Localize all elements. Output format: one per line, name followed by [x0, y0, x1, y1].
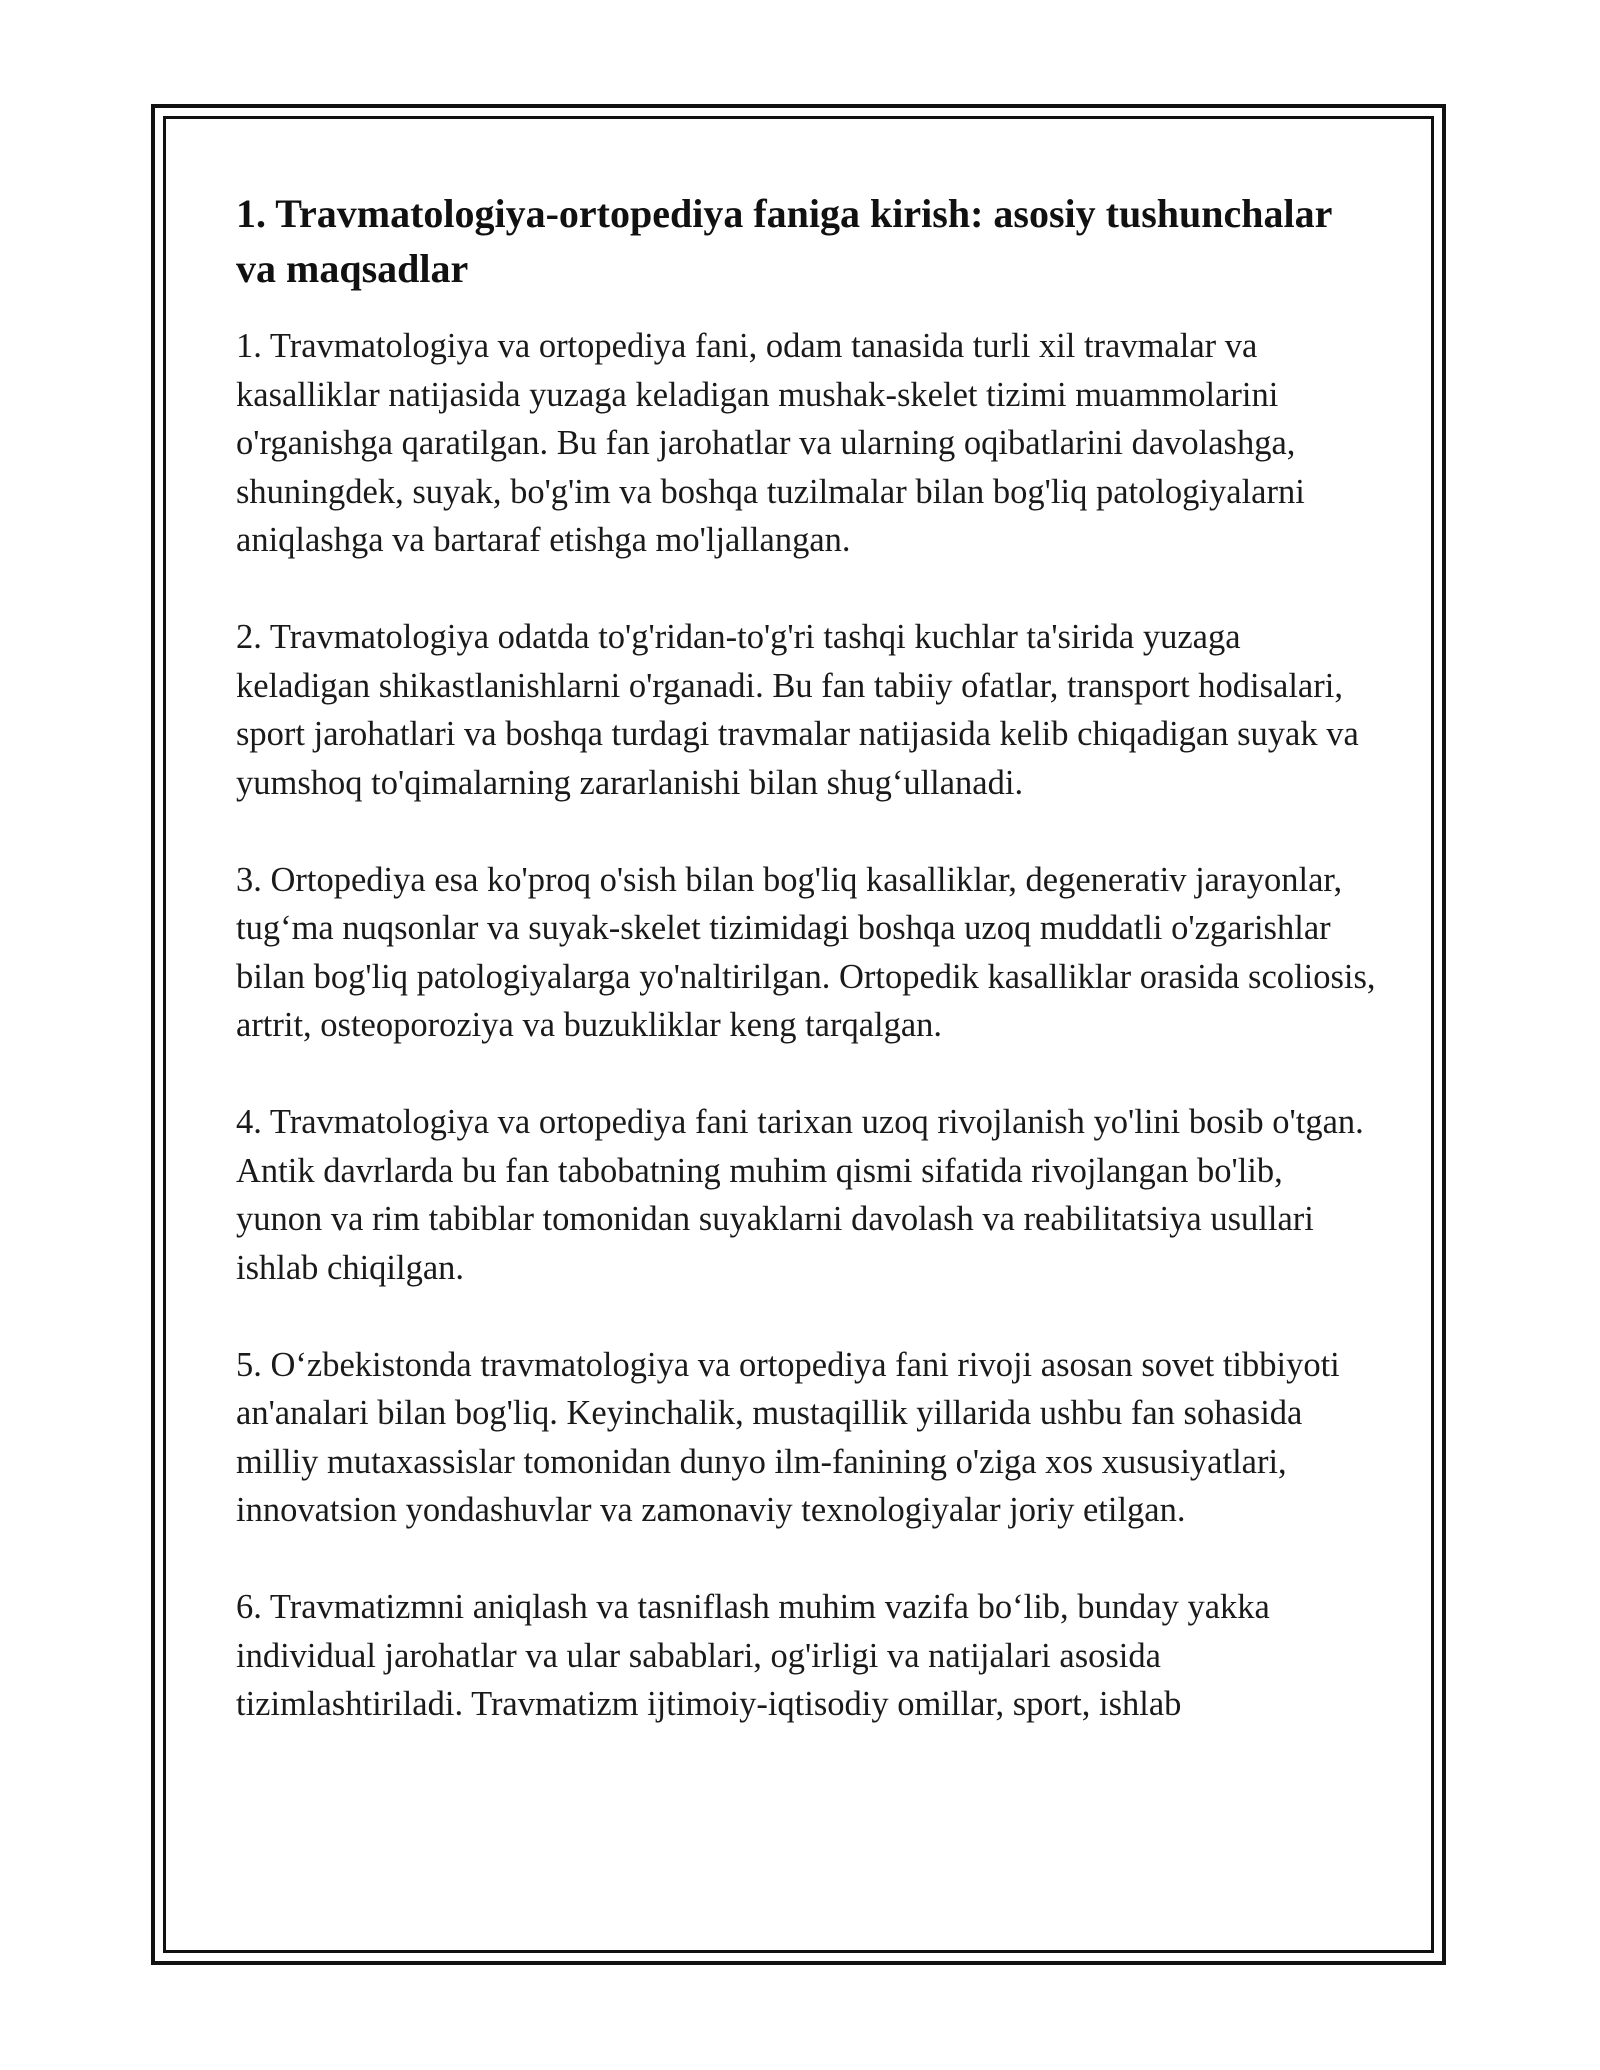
paragraph-4: 4. Travmatologiya va ortopediya fani tarixan uzoq rivojlanish yo'lini bosib o'tgan. Antik davrlarda bu fan tabobatning muhim qismi sifatida rivojlangan bo'lib, yunon va rim tabiblar tomonidan suyaklarni davolash va reabilitatsiya usullari ishlab chiqilgan.: [236, 1103, 1364, 1287]
paragraph-3: 3. Ortopediya esa ko'proq o'sish bilan bog'liq kasalliklar, degenerativ jarayonlar, tug‘ma nuqsonlar va suyak-skelet tizimidagi boshqa uzoq muddatli o'zgarishlar bilan bog'liq patologiyalarga yo'naltirilgan. Ortopedik kasalliklar orasida scoliosis, artrit, osteoporoziya va buzukliklar keng tarqalgan.: [236, 860, 1376, 1044]
paragraph-1: 1. Travmatologiya va ortopediya fani, odam tanasida turli xil travmalar va kasalliklar natijasida yuzaga keladigan mushak-skelet tizimi muammolarini o'rganishga qaratilgan. Bu fan jarohatlar va ularning oqibatlarini davolashga, shuningdek, suyak, bo'g'im va boshqa tuzilmalar bilan bog'liq patologiyalarni aniqlashga va bartaraf etishga mo'ljallangan.: [236, 327, 1305, 559]
paragraph-2: 2. Travmatologiya odatda to'g'ridan-to'g'ri tashqi kuchlar ta'sirida yuzaga keladigan shikastlanishlarni o'rganadi. Bu fan tabiiy ofatlar, transport hodisalari, sport jarohatlari va boshqa turdagi travmalar natijasida kelib chiqadigan suyak va yumshoq to'qimalarning zararlanishi bilan shug‘ullanadi.: [236, 618, 1359, 802]
paragraph-6: 6. Travmatizmni aniqlash va tasniflash muhim vazifa bo‘lib, bunday yakka individual jarohatlar va ular sabablari, og'irligi va natijalari asosida tizimlashtiriladi. Travmatizm ijtimoiy-iqtisodiy omillar, sport, ishlab: [236, 1588, 1270, 1723]
paragraph-5: 5. O‘zbekistonda travmatologiya va ortopediya fani rivoji asosan sovet tibbiyoti an'analari bilan bog'liq. Keyinchalik, mustaqillik yillarida ushbu fan sohasida milliy mutaxassislar tomonidan dunyo ilm-fanining o'ziga xos xususiyatlari, innovatsion yondashuvlar va zamonaviy texnologiyalar joriy etilgan.: [236, 1345, 1340, 1529]
document-title: 1. Travmatologiya-ortopediya faniga kirish: asosiy tushunchalar va maqsadlar: [236, 191, 1332, 291]
document-body: [236, 186, 1376, 1777]
